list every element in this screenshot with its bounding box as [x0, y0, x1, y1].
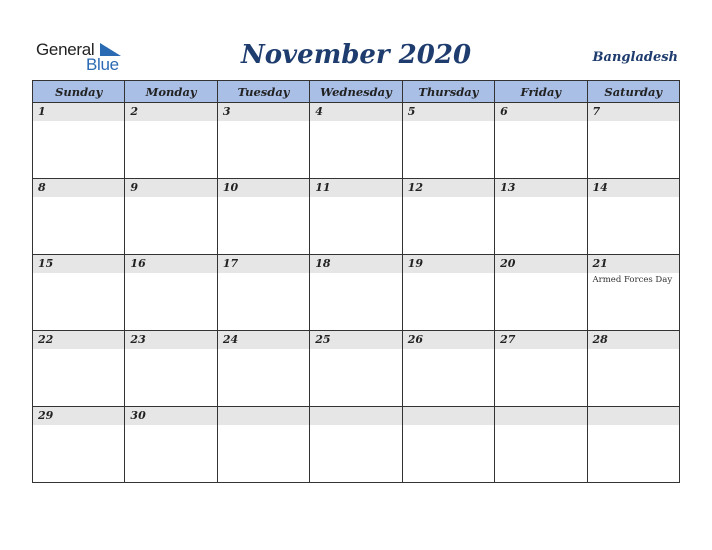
day-cell — [310, 103, 402, 179]
day-cell — [495, 331, 587, 407]
day-number: 19 — [407, 257, 423, 270]
day-cell — [402, 407, 494, 483]
day-cell — [33, 407, 125, 483]
day-cell — [125, 255, 217, 331]
day-number-bar — [588, 103, 679, 121]
day-number: 8 — [38, 181, 46, 194]
week-row — [33, 179, 680, 255]
day-number-bar — [588, 331, 679, 349]
day-number-bar — [218, 103, 309, 121]
week-row — [33, 255, 680, 331]
day-cell — [217, 103, 309, 179]
empty-day-bar — [495, 407, 586, 425]
day-number-bar — [33, 103, 124, 121]
day-number-bar — [588, 255, 679, 273]
day-number: 6 — [500, 105, 508, 118]
logo-text-general: General — [36, 40, 95, 59]
day-cell — [125, 331, 217, 407]
day-cell — [310, 331, 402, 407]
day-number: 20 — [500, 257, 516, 270]
day-number: 25 — [315, 333, 331, 346]
day-number: 26 — [407, 333, 423, 346]
logo-text-blue: Blue — [86, 55, 119, 74]
calendar-title: November 2020 — [240, 40, 472, 70]
day-number-bar — [125, 331, 216, 349]
day-number-bar — [125, 407, 216, 425]
day-number-bar — [218, 179, 309, 197]
day-number-bar — [403, 103, 494, 121]
day-number: 14 — [592, 181, 608, 194]
day-cell — [495, 103, 587, 179]
day-cell — [125, 179, 217, 255]
day-number: 24 — [222, 333, 239, 346]
day-cell — [495, 255, 587, 331]
day-cell — [310, 255, 402, 331]
weekday-friday: Friday — [495, 81, 587, 103]
day-number-bar — [310, 255, 401, 273]
day-number-bar — [403, 255, 494, 273]
day-number: 17 — [222, 257, 239, 270]
day-number: 9 — [130, 181, 139, 194]
day-number: 27 — [500, 333, 516, 346]
day-cell — [587, 255, 679, 331]
day-number: 16 — [130, 257, 146, 270]
day-number: 21 — [592, 257, 608, 270]
day-number: 28 — [592, 333, 608, 346]
day-cell — [33, 179, 125, 255]
weekday-tuesday: Tuesday — [217, 81, 309, 103]
day-number-bar — [403, 331, 494, 349]
day-number-bar — [495, 179, 586, 197]
day-cell — [402, 179, 494, 255]
day-number: 2 — [130, 105, 139, 118]
day-number-bar — [588, 179, 679, 197]
day-number: 13 — [500, 181, 516, 194]
day-number: 1 — [38, 105, 46, 118]
day-number-bar — [495, 103, 586, 121]
day-cell — [217, 179, 309, 255]
day-cell — [587, 179, 679, 255]
day-cell — [33, 103, 125, 179]
weekday-saturday: Saturday — [587, 81, 679, 103]
weekday-thursday: Thursday — [402, 81, 494, 103]
day-cell — [217, 255, 309, 331]
day-cell — [125, 103, 217, 179]
day-cell — [310, 179, 402, 255]
day-number: 18 — [315, 257, 331, 270]
generalblue-logo — [36, 40, 126, 74]
day-cell — [495, 407, 587, 483]
day-number-bar — [495, 255, 586, 273]
day-cell — [402, 103, 494, 179]
week-row — [33, 407, 680, 483]
day-cell — [587, 331, 679, 407]
day-number-bar — [218, 331, 309, 349]
day-number-bar — [495, 331, 586, 349]
day-cell — [33, 331, 125, 407]
day-number: 12 — [407, 181, 423, 194]
day-cell — [587, 407, 679, 483]
day-cell — [587, 103, 679, 179]
weekday-wednesday: Wednesday — [310, 81, 402, 103]
day-number-bar — [310, 331, 401, 349]
day-cell — [33, 255, 125, 331]
week-row — [33, 103, 680, 179]
day-number-bar — [403, 179, 494, 197]
day-number: 15 — [38, 257, 54, 270]
day-number: 30 — [130, 409, 146, 422]
day-number-bar — [310, 103, 401, 121]
weekday-monday: Monday — [125, 81, 217, 103]
day-cell — [217, 331, 309, 407]
day-number: 23 — [130, 333, 146, 346]
weekday-header-row — [33, 81, 680, 103]
day-cell — [402, 255, 494, 331]
day-number-bar — [33, 407, 124, 425]
empty-day-bar — [403, 407, 494, 425]
day-number: 7 — [592, 105, 601, 118]
holiday-label: Armed Forces Day — [592, 275, 673, 285]
day-number-bar — [218, 255, 309, 273]
day-number-bar — [33, 179, 124, 197]
empty-day-bar — [218, 407, 309, 425]
day-number: 11 — [315, 181, 331, 194]
country-label: Bangladesh — [592, 50, 678, 65]
day-number: 4 — [315, 105, 323, 118]
day-cell — [125, 407, 217, 483]
day-number: 5 — [407, 105, 416, 118]
weekday-sunday: Sunday — [33, 81, 125, 103]
week-row — [33, 331, 680, 407]
day-number-bar — [125, 255, 216, 273]
day-number: 10 — [222, 181, 239, 194]
day-cell — [402, 331, 494, 407]
day-cell — [310, 407, 402, 483]
day-number: 22 — [38, 333, 54, 346]
day-cell — [495, 179, 587, 255]
empty-day-bar — [588, 407, 679, 425]
day-number-bar — [310, 179, 401, 197]
day-number: 3 — [222, 105, 231, 118]
empty-day-bar — [310, 407, 401, 425]
day-number-bar — [33, 255, 124, 273]
calendar-grid — [32, 80, 680, 483]
day-number: 29 — [38, 409, 54, 422]
day-cell — [217, 407, 309, 483]
day-number-bar — [125, 179, 216, 197]
day-number-bar — [33, 331, 124, 349]
day-number-bar — [125, 103, 216, 121]
